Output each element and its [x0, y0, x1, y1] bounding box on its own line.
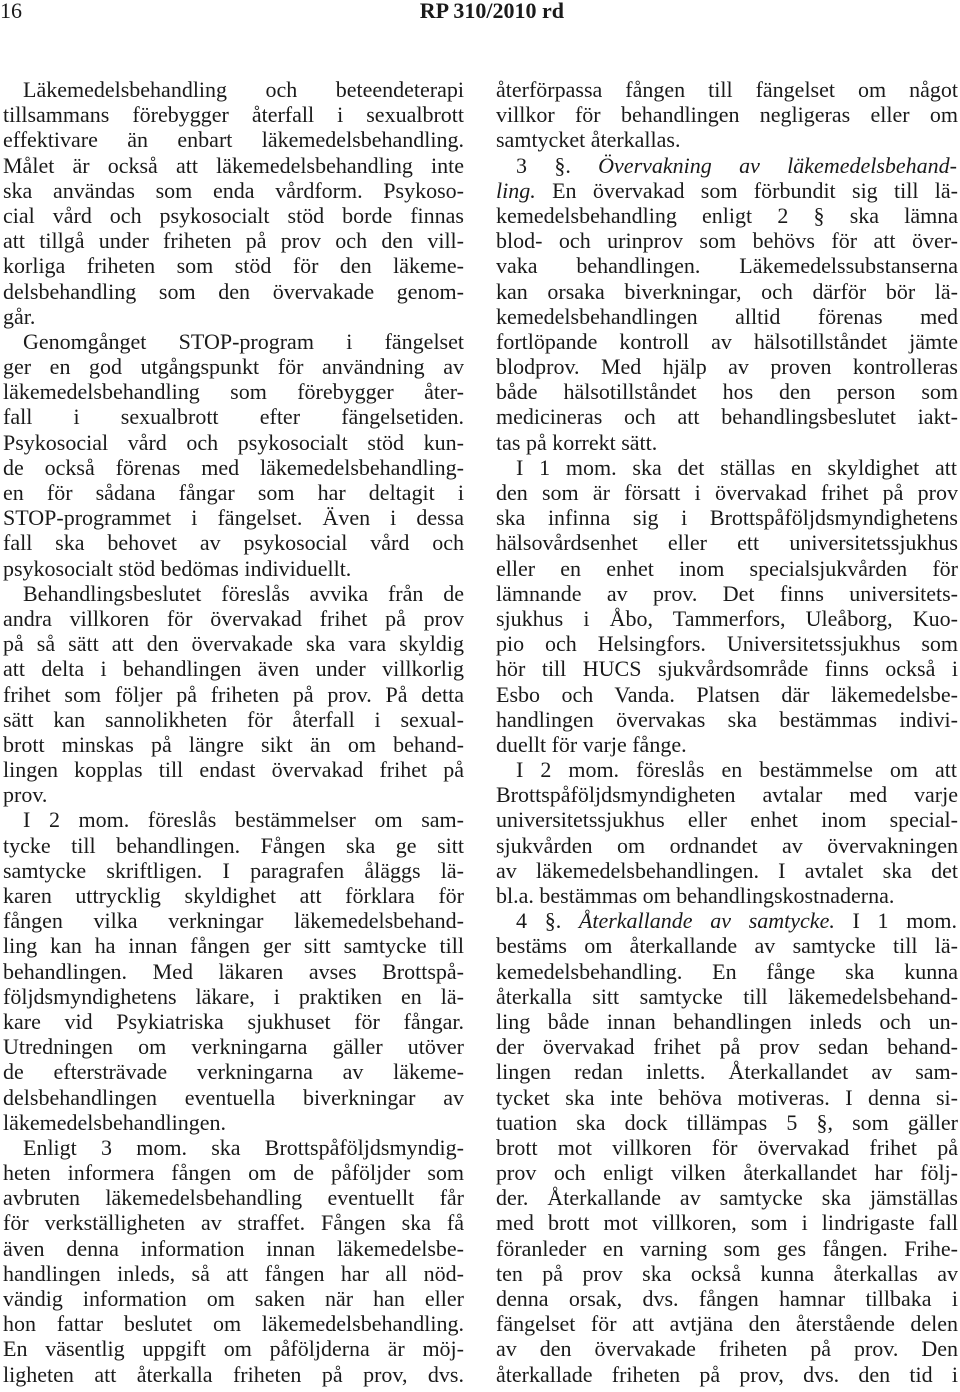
text-line: läkemedelsbehandling som förebygger åter- [3, 379, 464, 405]
right-text-column [496, 77, 958, 1387]
text-line: Psykosocial vård och psykosocialt stöd kun- [3, 429, 464, 455]
text-line: Genomgånget STOP-program i fängelset [23, 328, 464, 354]
text-line: cial vård och psykosocialt stöd borde finnas [3, 202, 464, 228]
text-line: 4 §. Återkallande av samtycke. I 1 mom. [516, 908, 957, 934]
text-line: hälsovårdsenhet eller ett universitetssjukhus [496, 530, 958, 556]
text-line: tillsammans förebygger återfall i sexualbrott [3, 102, 464, 128]
text-line: korliga friheten som stöd för den läkeme- [3, 253, 464, 279]
text-line: en för sådana fångar som har deltagit i [3, 480, 464, 505]
text-line: återkalla sitt samtycke till läkemedelsbehand- [496, 983, 958, 1009]
text-line: denna orsak, dvs. fången hamnar tillbaka i [496, 1286, 958, 1311]
text-line: hon fattar beslutet om läkemedelsbehandling. [3, 1311, 464, 1337]
text-line: för verkställigheten av straffet. Fången ska få [3, 1210, 464, 1236]
text-line: på så sätt att den övervakade ska vara skyldig [3, 631, 464, 657]
text-line: föranleder en varning som ges fången. Frihe- [496, 1235, 958, 1261]
text-line: ska användas som enda vårdform. Psykoso- [3, 177, 464, 203]
text-line: 3 §. Övervakning av läkemedelsbehand- [516, 152, 957, 178]
text-line: följdsmyndighetens läkare, i praktiken en lä- [3, 983, 464, 1009]
text-line: der övervakad frihet på prov sedan behand- [496, 1034, 958, 1060]
text-line: kemedelsbehandling enligt 2 § ska lämna [496, 202, 958, 228]
text-line: ling kan ha innan fången ger sitt samtycke till [3, 933, 464, 959]
text-line: I 2 mom. föreslås en bestämmelse om att [516, 757, 957, 783]
text-line: de också förenas med läkemedelsbehandling- [3, 454, 464, 480]
text-line: lämnande av prov. Det finns universitets- [496, 580, 958, 606]
text-line: prov och enligt vilken återkallandet har följ- [496, 1160, 958, 1186]
text-line: Esbo och Vanda. Platsen där läkemedelsbe- [496, 681, 958, 707]
text-line: effektivare än enbart läkemedelsbehandling. [3, 127, 464, 153]
text-line: vändig information om saken när han eller [3, 1286, 464, 1311]
text-line: samtycke skriftligen. I paragrafen åläggs lä- [3, 857, 464, 883]
text-line: fall ska behovet av psykosocial vård och [3, 530, 464, 556]
text-line: att delta i behandlingen även under villkorlig [3, 656, 464, 682]
text-line: av läkemedelsbehandlingen. I avtalet ska det [496, 857, 958, 883]
text-line: lingen kopplas till endast övervakad frihet på [3, 757, 464, 783]
text-line: läkemedelsbehandlingen. [3, 1109, 226, 1135]
text-line: återkallade friheten på prov, dvs. den tid i [496, 1361, 958, 1387]
text-line: karen uttrycklig skyldighet att förklara för [3, 883, 464, 908]
text-line: sätt kan sannolikheten för återfall i sexual- [3, 706, 464, 732]
text-line: behandlingen. Med läkaren avses Brottspå- [3, 958, 464, 984]
text-line: villkor för behandlingen negligeras eller om [496, 102, 958, 128]
text-line: Brottspåföljdsmyndigheten avtalar med varje [496, 782, 958, 808]
text-line: I 2 mom. föreslås bestämmelser om sam- [23, 807, 464, 833]
text-line: brott minskas på längre sikt än om behand- [3, 731, 464, 757]
text-line: andra villkoren för övervakad frihet på prov [3, 605, 464, 631]
text-line: går. [3, 303, 36, 329]
text-line: Behandlingsbeslutet föreslås avvika från de [23, 580, 464, 606]
text-line: Enligt 3 mom. ska Brottspåföljdsmyndig- [23, 1134, 464, 1160]
page-number: 16 [0, 0, 22, 23]
text-line: der. Återkallande av samtycke ska jämställas [496, 1185, 958, 1211]
text-line: sjukvården om ordnandet av övervakningen [496, 832, 958, 858]
text-line: prov. [3, 782, 48, 808]
text-line: En väsentlig uppgift om påföljderna är möj- [3, 1336, 464, 1362]
text-line: blodprov. Med hjälp av proven kontrolleras [496, 354, 958, 380]
text-line: medicineras och att behandlingsbeslutet iakt- [496, 404, 958, 430]
text-line: duellt för varje fånge. [496, 731, 687, 757]
text-line: pio och Helsingfors. Universitetssjukhus som [496, 631, 958, 657]
text-line: med brott mot villkoren, som i lindrigaste fall [496, 1210, 958, 1236]
text-line: fången vilka verkningar läkemedelsbehand- [3, 908, 464, 934]
text-line: bestäms om återkallande av samtycke till lä- [496, 933, 958, 959]
text-line: heten informera fången om de påföljder som [3, 1160, 464, 1186]
text-line: brott mot villkoren för övervakad frihet på [496, 1134, 958, 1160]
text-line: både hälsotillståndet hos den person som [496, 379, 958, 405]
text-line: ling. En övervakad som förbundit sig till lä- [496, 177, 958, 203]
text-line: eller en enhet inom specialsjukvården för [496, 555, 958, 581]
text-line: ten på prov ska också kunna återkallas av [496, 1260, 958, 1286]
text-line: psykosocialt stöd bedömas individuellt. [3, 555, 352, 581]
text-line: delsbehandling som den övervakade genom- [3, 278, 464, 304]
text-line: ska infinna sig i Brottspåföljdsmyndighetens [496, 505, 958, 531]
text-line: den som är försatt i övervakad frihet på prov [496, 480, 958, 505]
text-line: fall i sexualbrott efter fängelsetiden. [3, 404, 464, 430]
text-line: ger en god utgångspunkt för användning av [3, 354, 464, 380]
text-line: ling både innan behandlingen inleds och un- [496, 1008, 958, 1034]
text-line: tas på korrekt sätt. [496, 429, 658, 455]
text-line: ligheten att återkalla friheten på prov, dvs. [3, 1361, 464, 1387]
text-line: STOP-programmet i fängelset. Även i dessa [3, 505, 464, 531]
text-line: fängelset för att avtjäna den återstående delen [496, 1311, 958, 1337]
text-line: samtycket återkallas. [496, 127, 681, 153]
text-line: handlingen övervakas ska bestämmas indivi- [496, 706, 958, 732]
text-line: att tillgå under friheten på prov och den vill- [3, 228, 464, 254]
text-line: Utredningen om verkningarna gäller utöver [3, 1034, 464, 1060]
text-line: tycket ska inte behöva motiveras. I denna si- [496, 1084, 958, 1110]
page-header [0, 0, 960, 30]
text-line: blod- och urinprov som behövs för att över- [496, 228, 958, 254]
text-line: kan orsaka biverkningar, och därför bör lä- [496, 278, 958, 304]
text-line: kemedelsbehandling. En fånge ska kunna [496, 958, 958, 984]
text-line: fortlöpande kontroll av hälsotillståndet jämte [496, 328, 958, 354]
text-line: avbruten läkemedelsbehandling eventuellt får [3, 1185, 464, 1211]
text-line: tycke till behandlingen. Fången ska ge sitt [3, 832, 464, 858]
text-line: bl.a. bestämmas om behandlingskostnaderna. [496, 883, 895, 908]
text-line: kemedelsbehandlingen alltid förenas med [496, 303, 958, 329]
text-line: handlingen inleds, så att fången har all nöd- [3, 1260, 464, 1286]
text-line: Målet är också att läkemedelsbehandling inte [3, 152, 464, 178]
left-text-column [3, 77, 464, 1387]
text-line: Läkemedelsbehandling och beteendeterapi [23, 77, 464, 102]
text-line: de eftersträvade verkningarna av läkeme- [3, 1059, 464, 1085]
text-line: hör till HUCS sjukvårdsområde finns också i [496, 656, 958, 682]
text-line: återförpassa fången till fängelset om något [496, 77, 958, 102]
document-id: RP 310/2010 rd [419, 0, 564, 23]
text-line: I 1 mom. ska det ställas en skyldighet att [516, 454, 957, 480]
text-line: universitetssjukhus eller enhet inom special- [496, 807, 958, 833]
text-line: sjukhus i Åbo, Tammerfors, Uleåborg, Kuo- [496, 605, 958, 631]
text-line: lingen redan inletts. Återkallandet av sam- [496, 1059, 958, 1085]
text-line: tuation ska dock tillämpas 5 §, som gäller [496, 1109, 958, 1135]
text-line: av den övervakade friheten på prov. Den [496, 1336, 958, 1362]
text-line: vaka behandlingen. Läkemedelssubstanserna [496, 253, 958, 279]
text-line: även denna information innan läkemedelsbe- [3, 1235, 464, 1261]
text-line: delsbehandlingen eventuella biverkningar av [3, 1084, 464, 1110]
text-line: frihet som följer på friheten på prov. På detta [3, 681, 464, 707]
text-line: kare vid Psykiatriska sjukhuset för fångar. [3, 1008, 464, 1034]
